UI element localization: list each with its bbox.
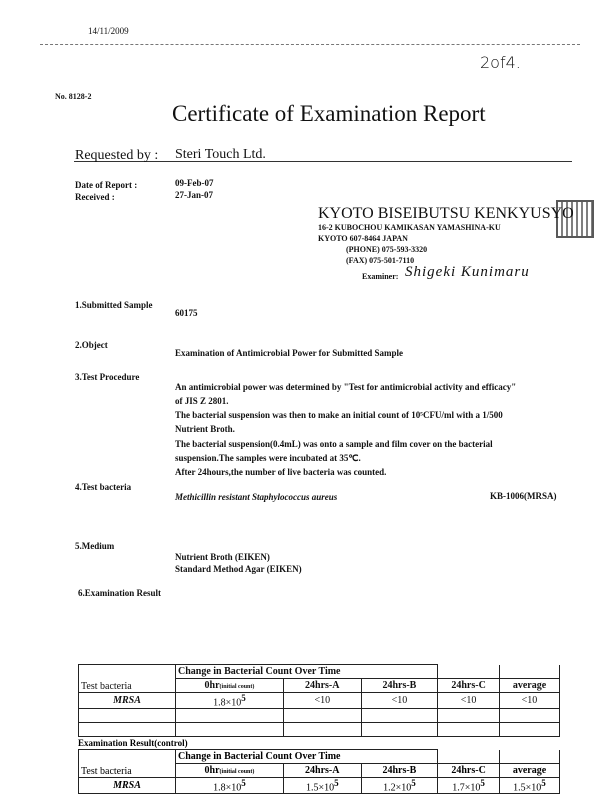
document-number: No. 8128-2 [55,91,92,101]
procedure-line: After 24hours,the number of live bacteria was counted. [175,467,387,478]
col-header: Test bacteria [79,665,176,693]
section-1-label: 1.Submitted Sample [75,299,153,310]
procedure-line: The bacterial suspension was then to make an initial count of 10⁵CFU/ml with a 1/500 [175,410,503,421]
col-header: average [499,764,559,778]
received-value: 27-Jan-07 [175,190,213,200]
cell: $1.5\times 10^5$ [499,778,559,794]
cell: $1.5\times 10^5$ [283,778,361,794]
lab-name: KYOTO BISEIBUTSU KENKYUSYO [318,205,574,223]
cell: MRSA [79,693,176,709]
procedure-line: of JIS Z 2801. [175,395,229,406]
received-label: Received : [75,192,115,203]
object-value: Examination of Antimicrobial Power for Submitted Sample [175,347,404,358]
procedure-line: The bacterial suspension(0.4mL) was onto a sample and film cover on the bacterial [175,438,493,449]
lab-address-1: 16-2 KUBOCHOU KAMIKASAN YAMASHINA-KU [318,222,501,232]
control-title: Examination Result(control) [78,738,188,748]
result-title: 6.Examination Result [78,588,162,599]
cell: $1.2\times 10^5$ [361,778,438,794]
requested-by-label: Requested by : [75,148,159,164]
col-header: average [499,679,559,693]
col-header: 24hrs-B [361,764,438,778]
lab-fax: (FAX) 075-501-7110 [346,256,415,266]
procedure-line: suspension.The samples were incubated at 35℃. [175,453,361,464]
cell: <10 [361,693,438,709]
medium-line: Standard Method Agar (EIKEN) [175,564,302,575]
section-4-label: 4.Test bacteria [75,482,132,492]
cell: <10 [499,693,559,709]
group-header: Change in Bacterial Count Over Time [176,665,438,679]
cell: $1.8\times 10^5$ [176,778,284,794]
date-of-report-value: 09-Feb-07 [175,178,214,188]
col-header: Test bacteria [79,750,176,778]
page-title: Certificate of Examination Report [172,101,486,127]
examiner-label: Examiner: [362,272,399,282]
result-table [78,664,560,737]
lab-address-2: KYOTO 607-8464 JAPAN [318,234,408,243]
section-5-label: 5.Medium [75,541,115,552]
procedure-line: An antimicrobial power was determined by "Test for antimicrobial activity and efficacy" [175,381,517,392]
group-header: Change in Bacterial Count Over Time [176,750,438,764]
col-header: 24hrs-B [361,679,438,693]
test-bacteria-code: KB-1006(MRSA) [490,490,557,501]
examiner-signature: Shigeki Kunimaru [405,263,530,280]
lab-phone: (PHONE) 075-593-3320 [346,245,428,255]
page-note-handwritten: 2of4. [480,53,521,73]
submitted-sample-value: 60175 [175,307,198,318]
col-header: 24hrs-C [438,764,500,778]
date-of-report-label: Date of Report : [75,179,138,190]
section-3-label: 3.Test Procedure [75,371,140,382]
cell: $1.8\times 10^5$ [176,693,284,709]
test-procedure-text [175,380,516,480]
cell: $1.7\times 10^5$ [438,778,500,794]
fax-date: 14/11/2009 [88,26,129,36]
col-header: 24hrs-A [283,764,361,778]
col-header: 0hr(initial count) [176,679,284,693]
medium-line: Nutrient Broth (EIKEN) [175,552,270,563]
procedure-line: Nutrient Broth. [175,424,235,435]
col-header: 24hrs-C [438,679,500,693]
cell: MRSA [79,778,176,794]
requested-by-value: Steri Touch Ltd. [175,146,266,162]
col-header: 24hrs-A [283,679,361,693]
fax-divider [40,44,580,45]
section-2-label: 2.Object [75,339,108,350]
cell: <10 [283,693,361,709]
col-header: 0hr(initial count) [176,764,284,778]
table-row [79,693,560,709]
test-bacteria-value: Methicillin resistant Staphylococcus aureus [175,491,338,502]
cell: <10 [438,693,500,709]
